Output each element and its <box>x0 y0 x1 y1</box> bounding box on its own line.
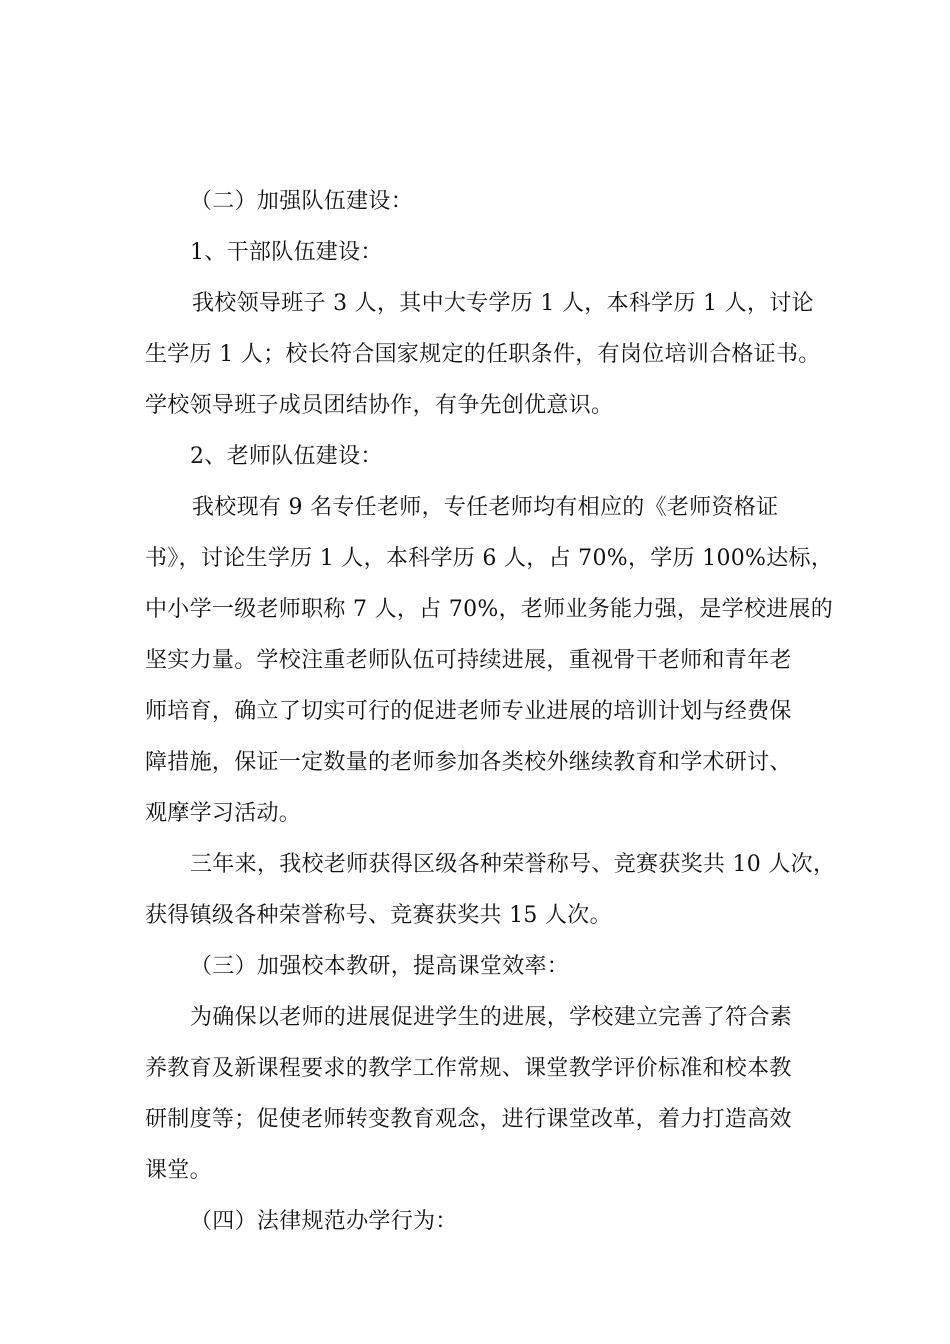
subsection-heading-2: 2、老师队伍建设： <box>190 444 383 469</box>
paragraph-line: 研制度等；促使老师转变教育观念，进行课堂改革，着力打造高效 <box>145 1107 792 1132</box>
paragraph-line: 我校领导班子 3 人，其中大专学历 1 人，本科学历 1 人，讨论 <box>192 291 814 316</box>
paragraph-line: 养教育及新课程要求的教学工作常规、课堂教学评价标准和校本教 <box>145 1056 792 1081</box>
paragraph-line: 中小学一级老师职称 7 人，占 70%，老师业务能力强，是学校进展的 <box>145 597 834 622</box>
paragraph-line: 师培育，确立了切实可行的促进老师专业进展的培训计划与经费保 <box>145 699 792 724</box>
paragraph-line: 书》，讨论生学历 1 人，本科学历 6 人，占 70%，学历 100%达标， <box>145 546 834 571</box>
paragraph-line: 三年来，我校老师获得区级各种荣誉称号、竞赛获奖共 10 人次， <box>190 852 836 877</box>
paragraph-line: 学校领导班子成员团结协作，有争先创优意识。 <box>145 393 614 418</box>
paragraph-line: 获得镇级各种荣誉称号、竞赛获奖共 15 人次。 <box>145 903 612 928</box>
paragraph-line: 观摩学习活动。 <box>145 801 302 826</box>
paragraph-line: 我校现有 9 名专任老师，专任老师均有相应的《老师资格证 <box>192 495 779 520</box>
section-heading-2: （二）加强队伍建设： <box>190 189 414 214</box>
subsection-heading-1: 1、干部队伍建设： <box>190 240 383 265</box>
section-heading-4: （四）法律规范办学行为： <box>190 1209 458 1234</box>
paragraph-line: 生学历 1 人；校长符合国家规定的任职条件，有岗位培训合格证书。 <box>145 342 821 367</box>
section-heading-3: （三）加强校本教研，提高课堂效率： <box>190 954 570 979</box>
paragraph-line: 障措施，保证一定数量的老师参加各类校外继续教育和学术研讨、 <box>145 750 792 775</box>
paragraph-line: 课堂。 <box>145 1158 212 1183</box>
paragraph-line: 坚实力量。学校注重老师队伍可持续进展，重视骨干老师和青年老 <box>145 648 792 673</box>
paragraph-line: 为确保以老师的进展促进学生的进展，学校建立完善了符合素 <box>190 1005 793 1030</box>
